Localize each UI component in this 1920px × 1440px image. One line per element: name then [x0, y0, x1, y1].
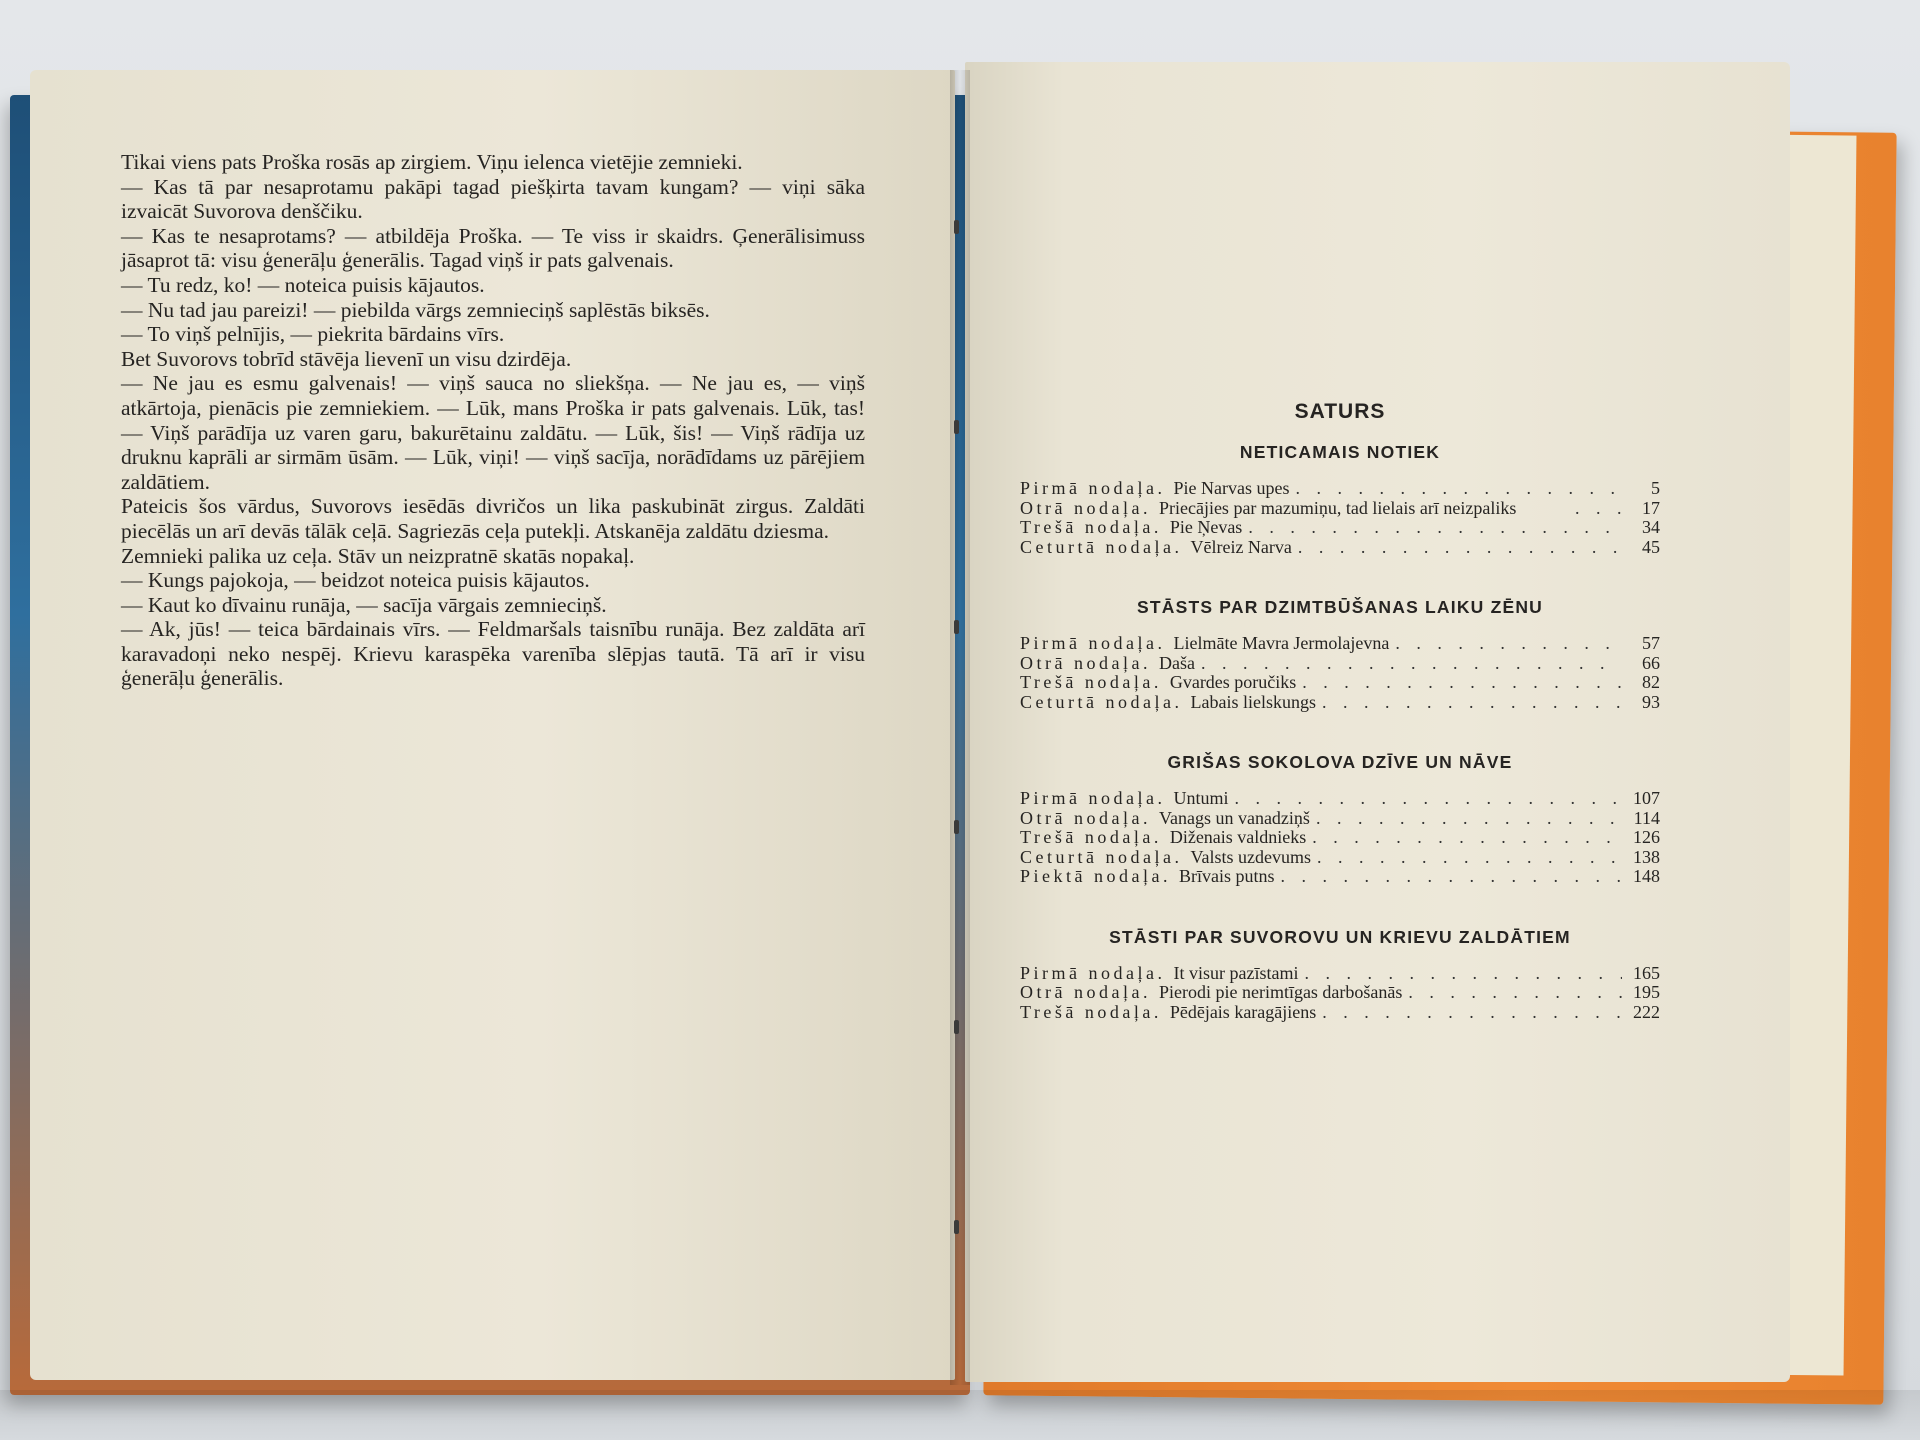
chapter-title: Priecājies par mazumiņu, tad lielais arī neizpaliks [1158, 497, 1517, 518]
left-page-text [85, 150, 865, 691]
page-number: 126 [1633, 827, 1660, 847]
toc-entry [1020, 867, 1660, 887]
page-number: 34 [1642, 517, 1660, 537]
page-number: 17 [1642, 497, 1660, 518]
chapter-label: Ceturtā nodaļa. [1020, 536, 1183, 557]
dot-leader [1304, 964, 1622, 984]
chapter-title: Valsts uzdevums [1190, 846, 1311, 867]
page-number: 5 [1651, 478, 1660, 498]
paragraph: — Ak, jūs! — teica bārdainais vīrs. — Feldmaršals taisnību runāja. Bez zaldāta arī karavadoņi neko nespēj. Krievu karaspēka varenība slēpjas tautā. Tā arī ir visu ģenerāļu ģenerālis. [121, 617, 865, 691]
toc-entry [1020, 499, 1660, 519]
toc-entry [1020, 693, 1660, 713]
chapter-label: Otrā nodaļa. [1020, 652, 1151, 673]
paragraph: — Tu redz, ko! — noteica puisis kājautos. [121, 272, 485, 297]
page-number: 107 [1633, 788, 1660, 808]
binding-stitch [954, 820, 959, 834]
dot-leader [1235, 789, 1623, 809]
dot-leader [1322, 693, 1622, 713]
chapter-title: Labais lielskungs [1190, 691, 1316, 712]
chapter-label: Pirmā nodaļa. [1020, 633, 1166, 653]
paragraph: Zemnieki palika uz ceļa. Stāv un neizpratnē skatās nopakaļ. [121, 543, 635, 568]
chapter-label: Trešā nodaļa. [1020, 517, 1162, 537]
chapter-label: Otrā nodaļa. [1020, 497, 1151, 518]
table-shadow [0, 1390, 1920, 1440]
toc-entry [1020, 848, 1660, 868]
part-title: STĀSTS PAR DZIMTBŪŠANAS LAIKU ZĒNU [1136, 597, 1544, 617]
chapter-label: Pirmā nodaļa. [1020, 478, 1166, 498]
dot-leader [1316, 809, 1622, 829]
chapter-title: Diženais valdnieks [1169, 827, 1307, 847]
toc-entry [1020, 828, 1660, 848]
page-number: 82 [1642, 672, 1660, 692]
toc-entry [1020, 538, 1660, 558]
book-gutter [950, 70, 970, 1385]
dot-leader [1298, 538, 1622, 558]
page-number: 66 [1642, 652, 1660, 673]
chapter-title: Daša [1158, 652, 1195, 673]
toc-entry [1020, 479, 1660, 499]
page-number: 45 [1642, 536, 1660, 557]
toc-entry [1020, 983, 1660, 1003]
dot-leader [1248, 518, 1622, 538]
page-number: 148 [1633, 866, 1660, 886]
binding-stitch [954, 620, 959, 634]
table-of-contents [1020, 400, 1660, 1062]
paragraph: — Ne jau es esmu galvenais! — viņš sauca no sliekšņa. — Ne jau es, — viņš atkārtoja, pienācis pie zemniekiem. — Lūk, mans Proška ir pats galvenais. Lūk, tas! — Viņš parādīja uz varen garu, bakurētainu zaldātu. — Lūk, šis! — Viņš rādīja uz druknu kaprāli ar sirmām ūsām. — Lūk, viņi! — viņš sacīja, norādīdams uz pārējiem zaldātiem. [121, 371, 865, 494]
chapter-title: Vēlreiz Narva [1190, 536, 1292, 557]
toc-part [1020, 752, 1660, 887]
toc-title: SATURS [1294, 400, 1386, 423]
toc-part [1020, 597, 1660, 712]
dot-leader [1302, 673, 1622, 693]
part-title: STĀSTI PAR SUVOROVU UN KRIEVU ZALDĀTIEM [1109, 926, 1571, 947]
toc-entry [1020, 789, 1660, 809]
dot-leader [1322, 1003, 1622, 1023]
chapter-title: Pierodi pie nerimtīgas darbošanās [1158, 982, 1403, 1002]
chapter-title: Brīvais putns [1178, 866, 1275, 886]
chapter-label: Ceturtā nodaļa. [1020, 691, 1183, 712]
page-number: 57 [1642, 633, 1660, 653]
chapter-label: Trešā nodaļa. [1020, 672, 1162, 692]
binding-stitch [954, 1220, 959, 1234]
chapter-label: Trešā nodaļa. [1020, 827, 1162, 847]
toc-part [1020, 442, 1660, 557]
dot-leader [1575, 499, 1622, 519]
chapter-title: Pie Ņevas [1169, 517, 1243, 537]
page-number: 195 [1633, 982, 1660, 1002]
paragraph: — Kas tā par nesaprotamu pakāpi tagad piešķirta tavam kungam? — viņi sāka izvaicāt Suvorova denščiku. [121, 174, 865, 224]
part-title: GRIŠAS SOKOLOVA DZĪVE UN NĀVE [1167, 752, 1513, 772]
dot-leader [1201, 654, 1622, 674]
chapter-title: Gvardes poručiks [1169, 672, 1297, 692]
paragraph: Pateicis šos vārdus, Suvorovs iesēdās divričos un lika paskubināt zirgus. Zaldāti piecēlās un arī devās tālāk ceļā. Sagriezās ceļa putekļi. Atskanēja zaldātu dziesma. [121, 494, 865, 543]
chapter-title: Lielmāte Mavra Jermolajevna [1173, 633, 1390, 653]
dot-leader [1312, 828, 1622, 848]
dot-leader [1395, 634, 1622, 654]
page-number: 138 [1633, 846, 1660, 867]
paragraph: — Kungs pajokoja, — beidzot noteica puisis kājautos. [121, 568, 590, 593]
toc-part [1020, 927, 1660, 1023]
chapter-title: Vanags un vanadziņš [1158, 807, 1310, 828]
binding-stitch [954, 420, 959, 434]
paragraph: Tikai viens pats Proška rosās ap zirgiem. Viņu ielenca vietējie zemnieki. [121, 150, 743, 174]
page-number: 222 [1633, 1001, 1660, 1022]
dot-leader [1295, 479, 1622, 499]
chapter-label: Pirmā nodaļa. [1020, 962, 1166, 983]
dot-leader [1281, 867, 1623, 887]
dot-leader [1408, 983, 1622, 1003]
chapter-title: Untumi [1173, 788, 1229, 808]
chapter-title: It visur pazīstami [1173, 962, 1299, 983]
chapter-title: Pie Narvas upes [1173, 478, 1290, 498]
part-title: NETICAMAIS NOTIEK [1239, 442, 1441, 462]
paragraph: — Kas te nesaprotams? — atbildēja Proška. — Te viss ir skaidrs. Ģenerālisimuss jāsaprot tā: visu ģenerāļu ģenerālis. Tagad viņš ir pats galvenais. [121, 223, 865, 273]
chapter-title: Pēdējais karagājiens [1169, 1001, 1317, 1022]
toc-entry [1020, 518, 1660, 538]
paragraph: — Kaut ko dīvainu runāja, — sacīja vārgais zemnieciņš. [121, 592, 607, 617]
page-number: 165 [1633, 962, 1660, 983]
binding-stitch [954, 220, 959, 234]
dot-leader [1317, 848, 1622, 868]
chapter-label: Trešā nodaļa. [1020, 1001, 1162, 1022]
toc-entry [1020, 634, 1660, 654]
toc-entry [1020, 964, 1660, 984]
chapter-label: Ceturtā nodaļa. [1020, 846, 1183, 867]
chapter-label: Otrā nodaļa. [1020, 807, 1151, 828]
toc-entry [1020, 654, 1660, 674]
paragraph: — To viņš pelnījis, — piekrita bārdains vīrs. [121, 322, 505, 347]
paragraph: Bet Suvorovs tobrīd stāvēja lievenī un visu dzirdēja. [121, 346, 572, 371]
chapter-label: Otrā nodaļa. [1020, 982, 1151, 1002]
page-number: 114 [1633, 807, 1660, 828]
toc-entry [1020, 673, 1660, 693]
binding-stitch [954, 1020, 959, 1034]
chapter-label: Pirmā nodaļa. [1020, 788, 1166, 808]
toc-entry [1020, 1003, 1660, 1023]
toc-entry [1020, 809, 1660, 829]
paragraph: — Nu tad jau pareizi! — piebilda vārgs zemnieciņš saplēstās biksēs. [121, 297, 710, 322]
chapter-label: Piektā nodaļa. [1020, 866, 1171, 886]
page-number: 93 [1642, 691, 1660, 712]
